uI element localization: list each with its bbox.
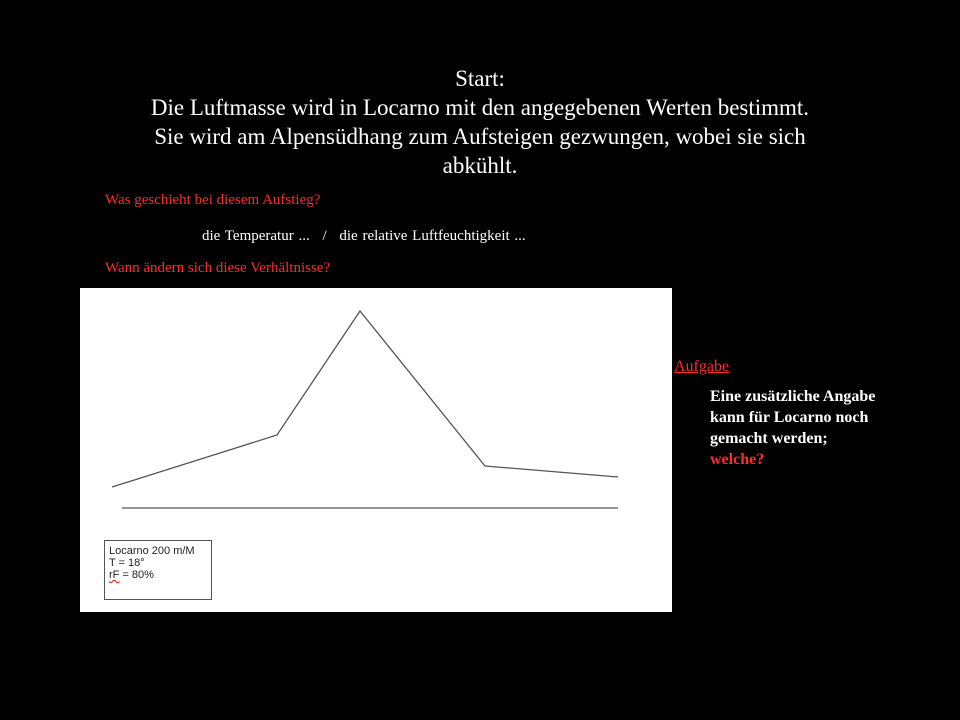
title-line-1: Start: bbox=[455, 66, 505, 91]
alps-profile-panel bbox=[80, 288, 672, 612]
infobox-humidity bbox=[109, 569, 211, 581]
slide-title bbox=[90, 64, 870, 180]
title-line-3: Sie wird am Alpensüdhang zum Aufsteigen gezwungen, wobei sie sich bbox=[154, 124, 806, 149]
hint-line bbox=[202, 228, 526, 245]
task-heading: Aufgabe bbox=[674, 358, 730, 375]
hint-temperature: die Temperatur ... bbox=[202, 228, 310, 244]
infobox-location: Locarno 200 m/M bbox=[109, 545, 195, 557]
mountain-profile-line bbox=[112, 311, 618, 487]
task-body bbox=[710, 386, 880, 470]
title-line-2: Die Luftmasse wird in Locarno mit den angegebenen Werten bestimmt. bbox=[150, 95, 810, 120]
infobox-rf-label: rF bbox=[109, 569, 120, 581]
locarno-info-box bbox=[104, 540, 212, 600]
hint-separator: / bbox=[322, 228, 327, 244]
question-ascent: Was geschieht bei diesem Aufstieg? bbox=[105, 192, 321, 208]
task-text: Eine zusätzliche Angabe kann für Locarno noch gemacht werden; bbox=[710, 388, 876, 447]
title-line-4: abkühlt. bbox=[442, 153, 518, 178]
task-highlight: welche? bbox=[710, 451, 765, 468]
question-change: Wann ändern sich diese Verhältnisse? bbox=[105, 260, 331, 276]
infobox-temperature: T = 18° bbox=[109, 557, 145, 569]
hint-humidity: die relative Luftfeuchtigkeit ... bbox=[339, 228, 526, 244]
infobox-rf-value: = 80% bbox=[119, 569, 154, 581]
